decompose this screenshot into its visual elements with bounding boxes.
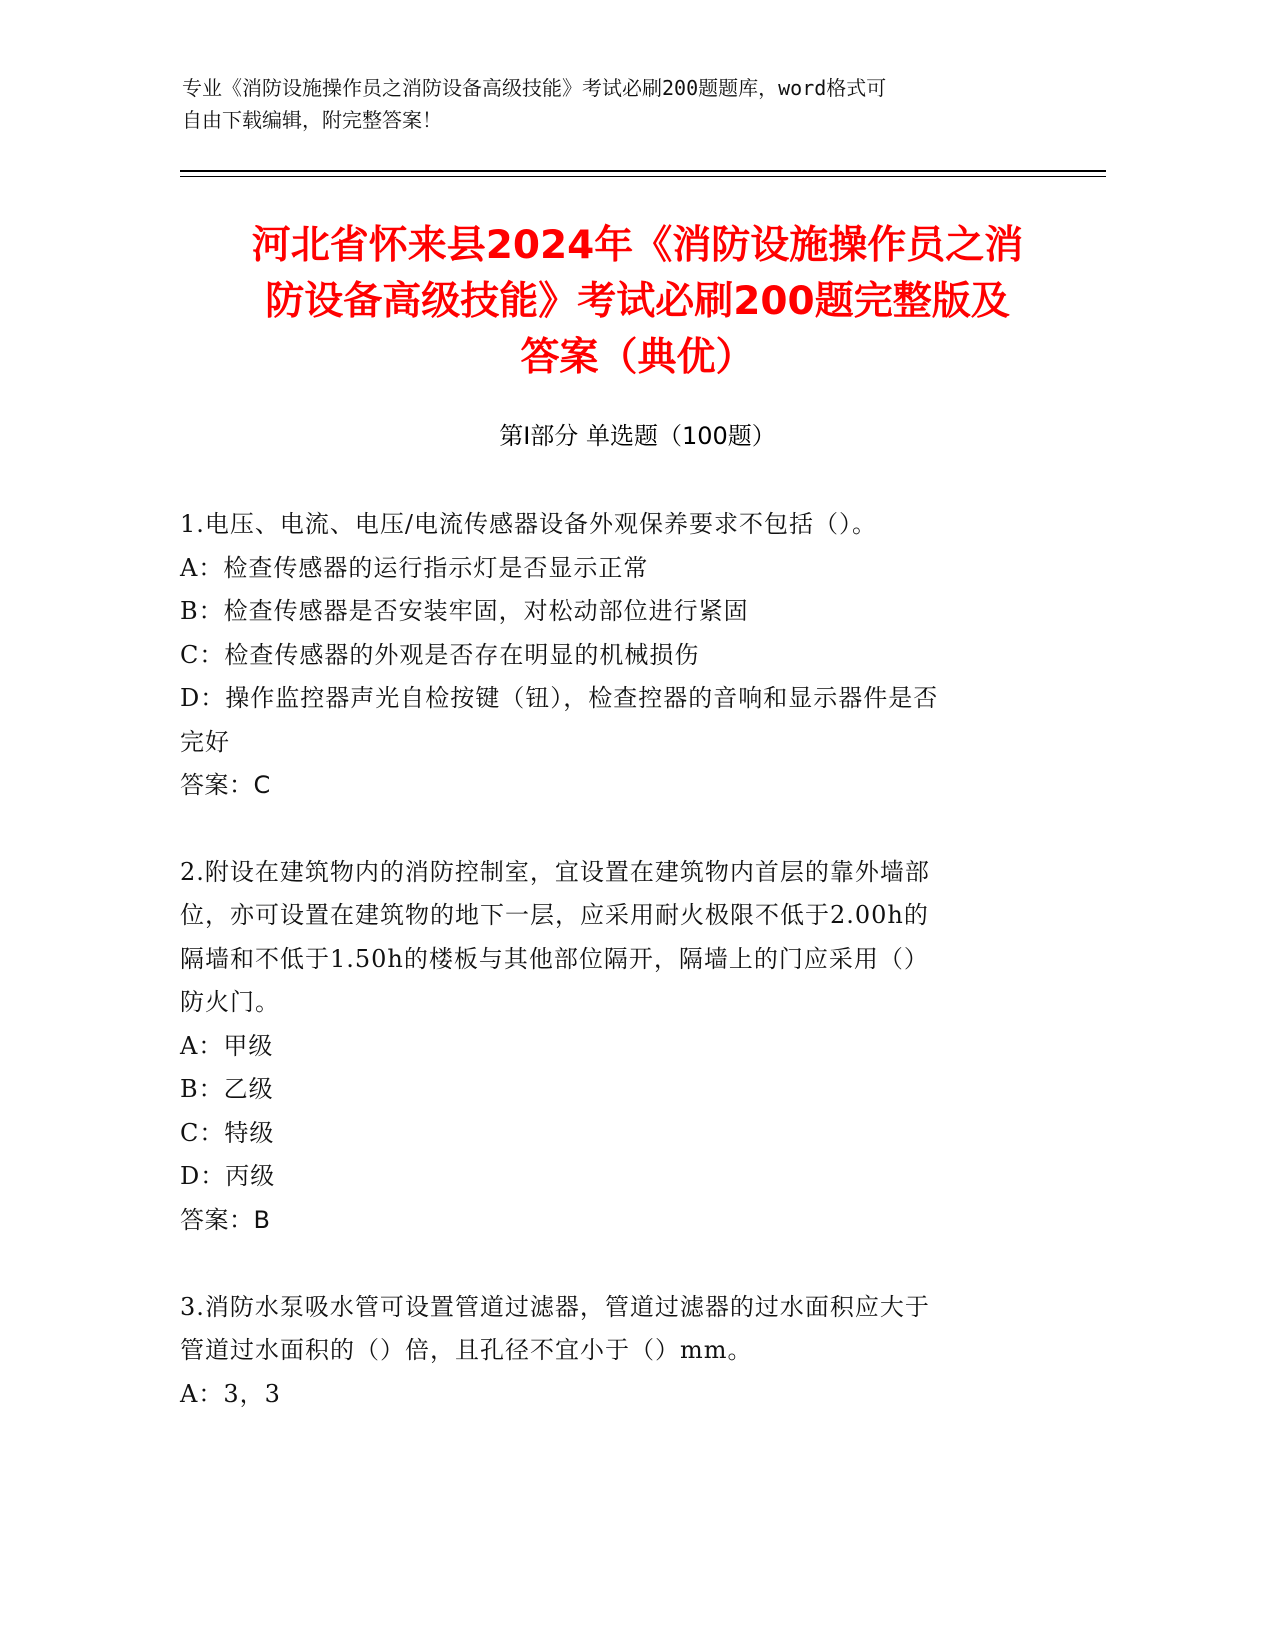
question-1-option-a: A：检查传感器的运行指示灯是否显示正常	[180, 554, 649, 582]
question-2-answer: 答案：B	[180, 1206, 271, 1234]
title-line-2: 防设备高级技能》考试必刷200题完整版及	[265, 279, 1010, 324]
question-1-stem: 1.电压、电流、电压/电流传感器设备外观保养要求不包括（）。	[180, 510, 877, 538]
document-title	[150, 218, 1125, 386]
question-1-answer: 答案：C	[180, 771, 271, 799]
header-note	[182, 72, 1042, 136]
header-rule-thin	[180, 176, 1106, 177]
question-3-option-a: A：3，3	[180, 1380, 281, 1408]
title-line-1: 河北省怀来县2024年《消防设施操作员之消	[251, 223, 1024, 268]
question-1-option-d: D：操作监控器声光自检按键（钮），检查控器的音响和显示器件是否	[180, 684, 939, 712]
question-2-stem-line-1: 2.附设在建筑物内的消防控制室，宜设置在建筑物内首层的靠外墙部	[180, 858, 930, 886]
section-heading: 第Ⅰ部分 单选题（100题）	[499, 422, 776, 450]
question-3-stem-line-2: 管道过水面积的（）倍，且孔径不宜小于（）mm。	[180, 1336, 753, 1364]
header-note-line-2: 自由下载编辑，附完整答案！	[182, 108, 442, 132]
title-line-3: 答案（典优）	[520, 335, 755, 380]
question-2-option-c: C：特级	[180, 1119, 275, 1147]
header-rule-thick	[180, 170, 1106, 172]
question-2-option-b: B：乙级	[180, 1075, 274, 1103]
question-2-stem-line-3: 隔墙和不低于1.50h的楼板与其他部位隔开，隔墙上的门应采用（）	[180, 945, 929, 973]
question-2-stem-line-4: 防火门。	[180, 988, 280, 1016]
question-2-option-d: D：丙级	[180, 1162, 276, 1190]
question-2-stem-line-2: 位，亦可设置在建筑物的地下一层，应采用耐火极限不低于2.00h的	[180, 901, 929, 929]
question-1-option-c: C：检查传感器的外观是否存在明显的机械损伤	[180, 641, 700, 669]
question-1-option-b: B：检查传感器是否安装牢固，对松动部位进行紧固	[180, 597, 749, 625]
header-note-line-1: 专业《消防设施操作员之消防设备高级技能》考试必刷200题题库，word格式可	[182, 76, 887, 100]
question-3-stem-line-1: 3.消防水泵吸水管可设置管道过滤器，管道过滤器的过水面积应大于	[180, 1293, 930, 1321]
question-1-option-d-continued: 完好	[180, 728, 230, 756]
question-2-option-a: A：甲级	[180, 1032, 274, 1060]
